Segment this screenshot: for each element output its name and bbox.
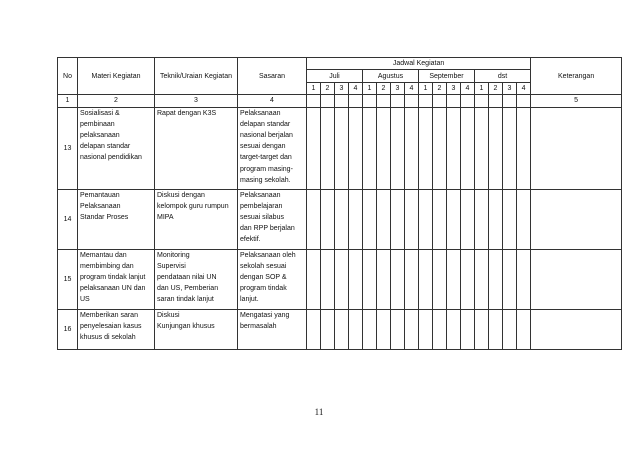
week-cell: 1	[363, 83, 377, 95]
empty-cell	[405, 95, 419, 107]
keterangan-cell	[531, 309, 622, 349]
month-agustus: Agustus	[363, 70, 419, 83]
schedule-cell	[405, 189, 419, 249]
cell-line: pelaksanaan UN dan	[80, 285, 146, 293]
schedule-cell	[363, 309, 377, 349]
empty-cell	[391, 95, 405, 107]
cell-line: Memberikan saran	[80, 311, 138, 319]
schedule-cell	[489, 249, 503, 309]
header-keterangan: Keterangan	[531, 58, 622, 95]
schedule-cell	[307, 107, 321, 189]
week-cell: 3	[503, 83, 517, 95]
cell-line: Supervisi	[157, 262, 186, 270]
month-juli: Juli	[307, 70, 363, 83]
schedule-cell	[489, 107, 503, 189]
schedule-cell	[335, 189, 349, 249]
cell-line: kelompok guru rumpun	[157, 202, 229, 210]
schedule-cell	[405, 107, 419, 189]
schedule-cell	[335, 107, 349, 189]
empty-cell	[475, 95, 489, 107]
schedule-cell	[517, 189, 531, 249]
row-number: 15	[58, 249, 78, 309]
table-row	[58, 107, 622, 189]
schedule-cell	[517, 309, 531, 349]
schedule-cell	[475, 309, 489, 349]
cell-line: Monitoring	[157, 251, 190, 259]
week-cell: 4	[349, 83, 363, 95]
cell-line: pembinaan	[80, 120, 115, 128]
schedule-cell	[405, 249, 419, 309]
empty-cell	[335, 95, 349, 107]
schedule-cell	[419, 309, 433, 349]
cell-line: delapan standar	[80, 143, 131, 151]
schedule-cell	[475, 189, 489, 249]
month-september: September	[419, 70, 475, 83]
header-materi: Materi Kegiatan	[78, 58, 155, 95]
teknik-cell	[155, 107, 238, 189]
cell-line: dengan SOP &	[240, 274, 287, 282]
cell-line: pembelajaran	[240, 202, 283, 210]
week-cell: 1	[307, 83, 321, 95]
schedule-cell	[475, 249, 489, 309]
table-row	[58, 189, 622, 249]
cell-line: US	[80, 296, 90, 304]
cell-line: target-target dan	[240, 154, 292, 162]
header-sasaran: Sasaran	[238, 58, 307, 95]
week-cell: 4	[461, 83, 475, 95]
schedule-cell	[419, 249, 433, 309]
week-cell: 1	[475, 83, 489, 95]
cell-line: penyelesaian kasus	[80, 322, 142, 330]
empty-cell	[489, 95, 503, 107]
week-cell: 2	[377, 83, 391, 95]
cell-line: Memantau dan	[80, 251, 127, 259]
schedule-cell	[517, 249, 531, 309]
schedule-cell	[391, 249, 405, 309]
schedule-cell	[335, 249, 349, 309]
empty-cell	[363, 95, 377, 107]
schedule-cell	[475, 107, 489, 189]
cell-line: Standar Proses	[80, 214, 129, 222]
cell-line: Diskusi	[157, 311, 180, 319]
teknik-cell	[155, 249, 238, 309]
schedule-cell	[349, 189, 363, 249]
header-teknik: Teknik/Uraian Kegiatan	[155, 58, 238, 95]
schedule-cell	[321, 189, 335, 249]
schedule-cell	[391, 107, 405, 189]
index-cell: 5	[531, 95, 622, 107]
empty-cell	[433, 95, 447, 107]
row-number: 13	[58, 107, 78, 189]
cell-line: Pemantauan	[80, 191, 120, 199]
cell-line: bermasalah	[240, 322, 277, 330]
cell-line: lanjut.	[240, 296, 259, 304]
empty-cell	[447, 95, 461, 107]
cell-line: nasional pendidikan	[80, 154, 142, 162]
sasaran-cell	[238, 249, 307, 309]
cell-line: Pelaksanaan	[80, 202, 121, 210]
schedule-cell	[433, 249, 447, 309]
cell-line: Pelaksanaan	[240, 109, 281, 117]
schedule-cell	[461, 309, 475, 349]
schedule-cell	[433, 107, 447, 189]
keterangan-cell	[531, 189, 622, 249]
cell-line: dan US, Pemberian	[157, 285, 219, 293]
schedule-cell	[377, 107, 391, 189]
schedule-cell	[363, 107, 377, 189]
schedule-cell	[447, 189, 461, 249]
cell-line: MIPA	[157, 214, 174, 222]
month-dst: dst	[475, 70, 531, 83]
cell-line: program tindak	[240, 285, 287, 293]
schedule-cell	[321, 107, 335, 189]
schedule-cell	[307, 309, 321, 349]
schedule-cell	[503, 249, 517, 309]
cell-line: Pelaksanaan	[240, 191, 281, 199]
cell-line: Diskusi dengan	[157, 191, 205, 199]
table-row	[58, 309, 622, 349]
week-cell: 2	[489, 83, 503, 95]
cell-line: masing sekolah.	[240, 176, 291, 184]
keterangan-cell	[531, 249, 622, 309]
cell-line: Sosialisasi &	[80, 109, 120, 117]
materi-cell	[78, 309, 155, 349]
sasaran-cell	[238, 189, 307, 249]
cell-line: membimbing dan	[80, 262, 134, 270]
index-cell: 4	[238, 95, 307, 107]
header-jadwal: Jadwal Kegiatan	[307, 58, 531, 70]
schedule-cell	[447, 249, 461, 309]
schedule-cell	[461, 249, 475, 309]
schedule-cell	[349, 107, 363, 189]
schedule-cell	[377, 249, 391, 309]
empty-cell	[349, 95, 363, 107]
week-cell: 2	[433, 83, 447, 95]
empty-cell	[503, 95, 517, 107]
schedule-cell	[419, 107, 433, 189]
table-row	[58, 249, 622, 309]
cell-line: efektif.	[240, 236, 261, 244]
empty-cell	[419, 95, 433, 107]
schedule-cell	[391, 189, 405, 249]
empty-cell	[321, 95, 335, 107]
schedule-cell	[503, 189, 517, 249]
schedule-cell	[307, 249, 321, 309]
cell-line: Rapat dengan K3S	[157, 109, 217, 117]
schedule-cell	[405, 309, 419, 349]
index-cell: 2	[78, 95, 155, 107]
cell-line: delapan standar	[240, 120, 291, 128]
cell-line: nasional berjalan	[240, 132, 293, 140]
cell-line: program masing-	[240, 165, 293, 173]
index-row	[58, 95, 622, 107]
schedule-cell	[391, 309, 405, 349]
schedule-cell	[363, 249, 377, 309]
schedule-cell	[447, 107, 461, 189]
index-cell: 3	[155, 95, 238, 107]
schedule-cell	[489, 309, 503, 349]
schedule-cell	[433, 189, 447, 249]
teknik-cell	[155, 309, 238, 349]
schedule-cell	[307, 189, 321, 249]
index-cell: 1	[58, 95, 78, 107]
sasaran-cell	[238, 107, 307, 189]
schedule-cell	[489, 189, 503, 249]
schedule-cell	[503, 309, 517, 349]
empty-cell	[307, 95, 321, 107]
materi-cell	[78, 107, 155, 189]
page-number: 11	[314, 407, 324, 417]
empty-cell	[517, 95, 531, 107]
cell-line: pendataan nilai UN	[157, 274, 217, 282]
schedule-cell	[349, 249, 363, 309]
empty-cell	[461, 95, 475, 107]
week-cell: 4	[405, 83, 419, 95]
cell-line: sekolah sesuai	[240, 262, 287, 270]
schedule-cell	[517, 107, 531, 189]
cell-line: pelaksanaan	[80, 132, 120, 140]
empty-cell	[377, 95, 391, 107]
materi-cell	[78, 189, 155, 249]
schedule-cell	[433, 309, 447, 349]
cell-line: sesuai silabus	[240, 214, 284, 222]
cell-line: saran tindak lanjut	[157, 296, 214, 304]
schedule-cell	[321, 309, 335, 349]
sasaran-cell	[238, 309, 307, 349]
week-cell: 3	[391, 83, 405, 95]
schedule-cell	[349, 309, 363, 349]
week-cell: 4	[517, 83, 531, 95]
schedule-cell	[363, 189, 377, 249]
cell-line: Pelaksanaan oleh	[240, 251, 296, 259]
teknik-cell	[155, 189, 238, 249]
cell-line: khusus di sekolah	[80, 334, 136, 342]
schedule-cell	[419, 189, 433, 249]
keterangan-cell	[531, 107, 622, 189]
header-no: No	[58, 58, 78, 95]
cell-line: dan RPP berjalan	[240, 225, 295, 233]
schedule-cell	[503, 107, 517, 189]
cell-line: program tindak lanjut	[80, 274, 146, 282]
schedule-cell	[461, 189, 475, 249]
schedule-cell	[461, 107, 475, 189]
schedule-cell	[447, 309, 461, 349]
row-number: 16	[58, 309, 78, 349]
materi-cell	[78, 249, 155, 309]
row-number: 14	[58, 189, 78, 249]
cell-line: sesuai dengan	[240, 143, 286, 151]
week-cell: 3	[335, 83, 349, 95]
week-cell: 3	[447, 83, 461, 95]
schedule-table	[57, 57, 622, 350]
schedule-cell	[335, 309, 349, 349]
week-cell: 1	[419, 83, 433, 95]
schedule-cell	[321, 249, 335, 309]
schedule-cell	[377, 309, 391, 349]
cell-line: Mengatasi yang	[240, 311, 290, 319]
week-cell: 2	[321, 83, 335, 95]
schedule-cell	[377, 189, 391, 249]
cell-line: Kunjungan khusus	[157, 322, 215, 330]
